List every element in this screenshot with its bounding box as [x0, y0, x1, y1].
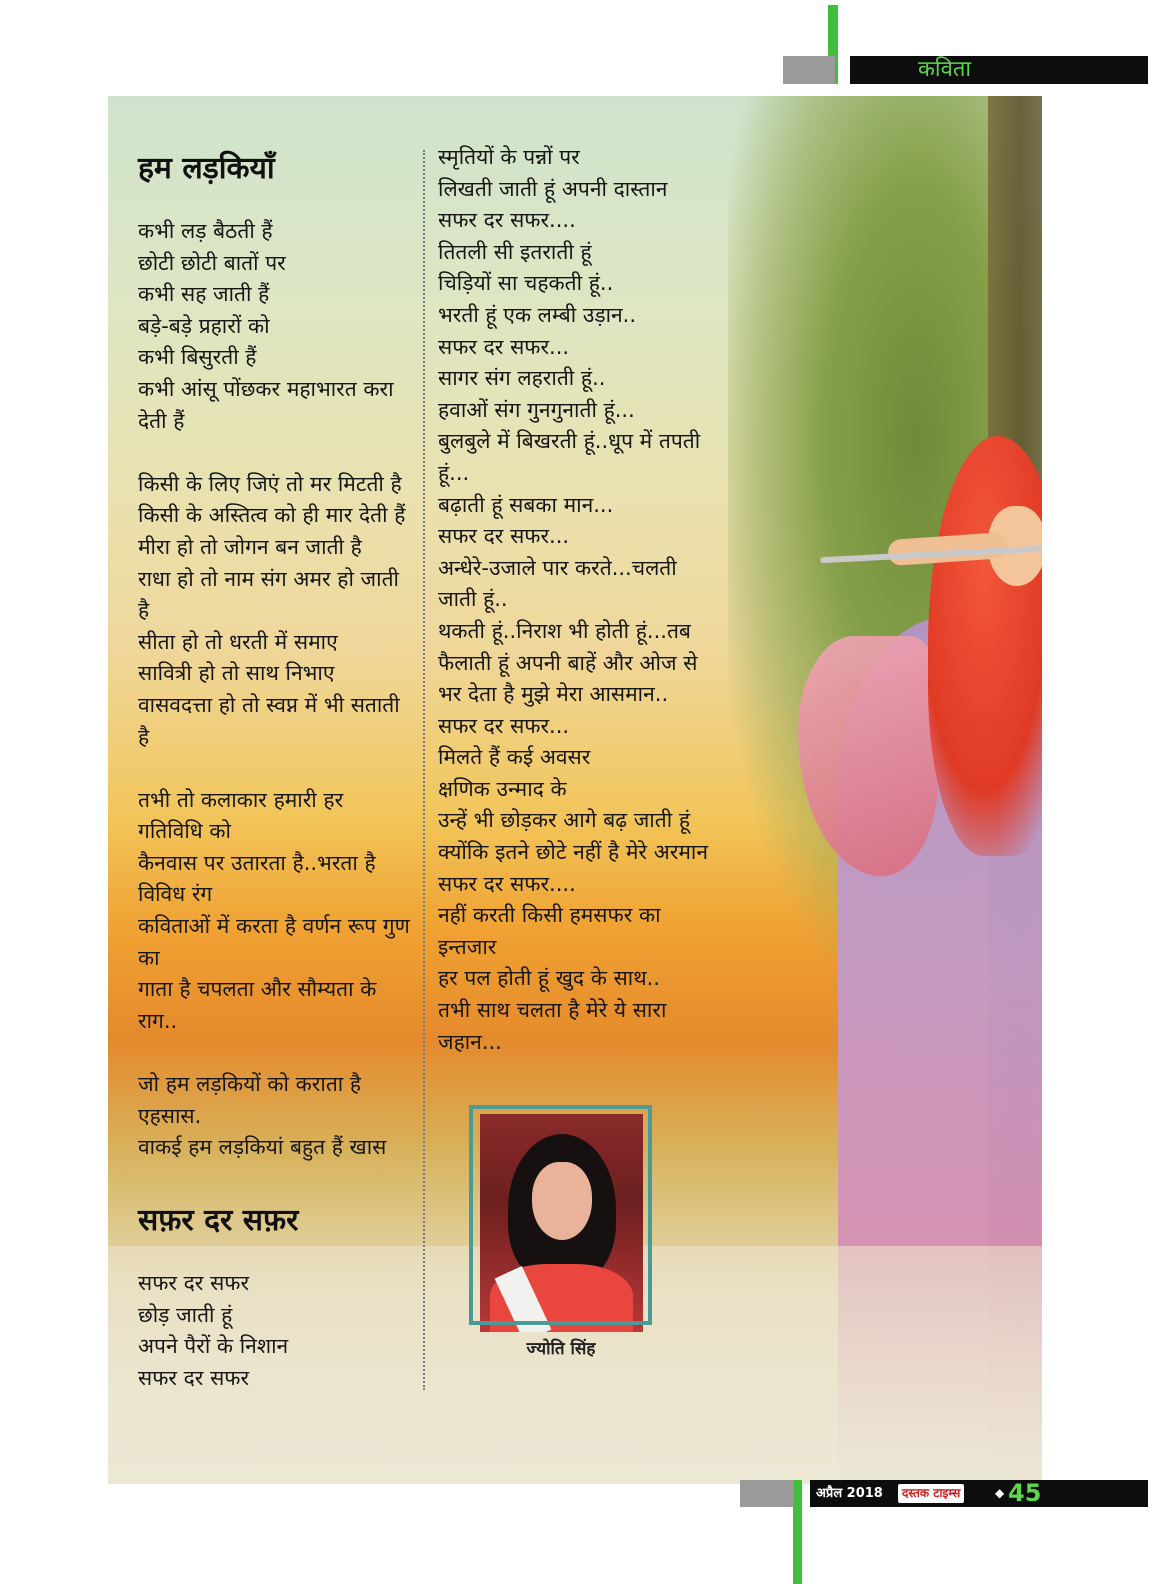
- poem-line: छोड़ जाती हूं: [138, 1302, 233, 1327]
- poem-line: विविध रंग: [138, 882, 213, 907]
- section-label: कविता: [918, 57, 972, 82]
- poem-line: बढ़ाती हूं सबका मान...: [438, 492, 614, 517]
- poem-line: राधा हो तो नाम संग अमर हो जाती: [138, 566, 399, 591]
- poem-line: इन्तजार: [438, 934, 497, 959]
- poem-line: मीरा हो तो जोगन बन जाती है: [138, 534, 362, 559]
- poem-line: बड़े-बड़े प्रहारों को: [138, 313, 270, 338]
- poem-line: कभी आंसू पोंछकर महाभारत करा: [138, 376, 394, 401]
- poem1-title: हम लड़कियाँ: [138, 151, 275, 186]
- poem-line: गाता है चपलता और सौम्यता के: [138, 977, 377, 1002]
- poem-line: क्षणिक उन्माद के: [438, 776, 567, 801]
- poem-line: सफर दर सफर...: [438, 713, 570, 738]
- poem-line: अपने पैरों के निशान: [138, 1334, 289, 1359]
- poem-line: स्मृतियों के पन्नों पर: [438, 145, 580, 169]
- poem-line: कभी लड़ बैठती हैं: [138, 219, 273, 243]
- poem-line: तभी तो कलाकार हमारी हर: [138, 787, 344, 812]
- poem-line: अन्धेरे-उजाले पार करते...चलती: [438, 555, 677, 580]
- magazine-logo: दस्तक टाइम्स: [898, 1484, 964, 1503]
- poem-line: सावित्री हो तो साथ निभाए: [138, 661, 335, 686]
- bottom-accent-bar: [793, 1480, 802, 1584]
- poem-line: सफर दर सफर...: [438, 524, 570, 549]
- poem-line: वासवदत्ता हो तो स्वप्न में भी सताती: [138, 692, 400, 717]
- poem2-body-left: [138, 1268, 288, 1394]
- poem-line: [138, 1037, 410, 1069]
- diamond-bullet-icon: ◆: [995, 1486, 1005, 1500]
- poem-line: सफर दर सफर....: [438, 871, 576, 896]
- poem-line: [138, 753, 410, 785]
- poem-line: सागर संग लहराती हूं..: [438, 366, 606, 391]
- poem-line: कभी सह जाती हैं: [138, 282, 270, 307]
- poem-line: थकती हूं..निराश भी होती हूं...तब: [438, 618, 691, 643]
- poem-line: है: [138, 598, 150, 623]
- poem-line: जाती हूं..: [438, 587, 508, 612]
- column-divider: [423, 150, 425, 1390]
- header-black-bar: [850, 56, 1148, 84]
- poem-line: सफर दर सफर....: [438, 208, 576, 233]
- poem-line: कभी बिसुरती हैं: [138, 345, 257, 370]
- poem-line: कविताओं में करता है वर्णन रूप गुण: [138, 914, 410, 939]
- poem-line: नहीं करती किसी हमसफर का: [438, 903, 661, 928]
- author-name: ज्योति सिंह: [526, 1339, 596, 1359]
- poem-line: भर देता है मुझे मेरा आसमान..: [438, 682, 669, 707]
- poem-line: फैलाती हूं अपनी बाहें और ओज से: [438, 650, 698, 675]
- poem-line: सफर दर सफर: [138, 1271, 250, 1295]
- poem-line: बुलबुले में बिखरती हूं..धूप में तपती: [438, 429, 701, 454]
- poem-line: सफर दर सफर: [138, 1365, 250, 1390]
- poem-line: [138, 437, 410, 469]
- poem-line: हर पल होती हूं खुद के साथ..: [438, 966, 660, 991]
- poem-line: लिखती जाती हूं अपनी दास्तान: [438, 176, 668, 201]
- poem-line: तभी साथ चलता है मेरे ये सारा: [438, 998, 667, 1023]
- poem-line: तितली सी इतराती हूं: [438, 239, 592, 264]
- poem-line: जो हम लड़कियों को कराता है: [138, 1072, 362, 1097]
- poem-line: सफर दर सफर...: [438, 334, 570, 359]
- issue-date: अप्रैल 2018: [816, 1486, 883, 1501]
- poem2-title: सफ़र दर सफ़र: [138, 1203, 299, 1238]
- poem1-body: [138, 216, 410, 1164]
- page-number: 45: [1008, 1479, 1042, 1507]
- author-photo-frame: [469, 1105, 652, 1325]
- poem-line: उन्हें भी छोड़कर आगे बढ़ जाती हूं: [438, 808, 690, 833]
- poem-line: है: [138, 724, 150, 749]
- header-gray-block: [783, 56, 835, 84]
- poem-line: वाकई हम लड़कियां बहुत हैं खास: [138, 1135, 387, 1160]
- footer-gray-block: [740, 1480, 794, 1507]
- poem-line: एहसास.: [138, 1103, 202, 1128]
- poem-line: भरती हूं एक लम्बी उड़ान..: [438, 302, 637, 327]
- poem-line: किसी के अस्तित्व को ही मार देती हैं: [138, 503, 406, 528]
- poem-line: सीता हो तो धरती में समाए: [138, 629, 338, 654]
- poem-line: गतिविधि को: [138, 819, 231, 844]
- poem-line: चिड़ियों सा चहकती हूं..: [438, 271, 614, 296]
- poem-line: जहान...: [438, 1029, 502, 1054]
- poem-line: कैनवास पर उतारता है..भरता है: [138, 850, 376, 875]
- poem-line: क्योंकि इतने छोटे नहीं है मेरे अरमान: [438, 840, 708, 865]
- poem-line: छोटी छोटी बातों पर: [138, 250, 286, 275]
- poem-line: हूं...: [438, 460, 470, 485]
- poem-line: किसी के लिए जिएं तो मर मिटती है: [138, 471, 402, 496]
- poem-line: मिलते हैं कई अवसर: [438, 745, 591, 770]
- poem-line: देती हैं: [138, 408, 185, 433]
- poem-line: का: [138, 945, 160, 970]
- poem-line: हवाओं संग गुनगुनाती हूं...: [438, 397, 635, 422]
- poem-line: राग..: [138, 1008, 178, 1033]
- poem2-body-right: [438, 142, 708, 1058]
